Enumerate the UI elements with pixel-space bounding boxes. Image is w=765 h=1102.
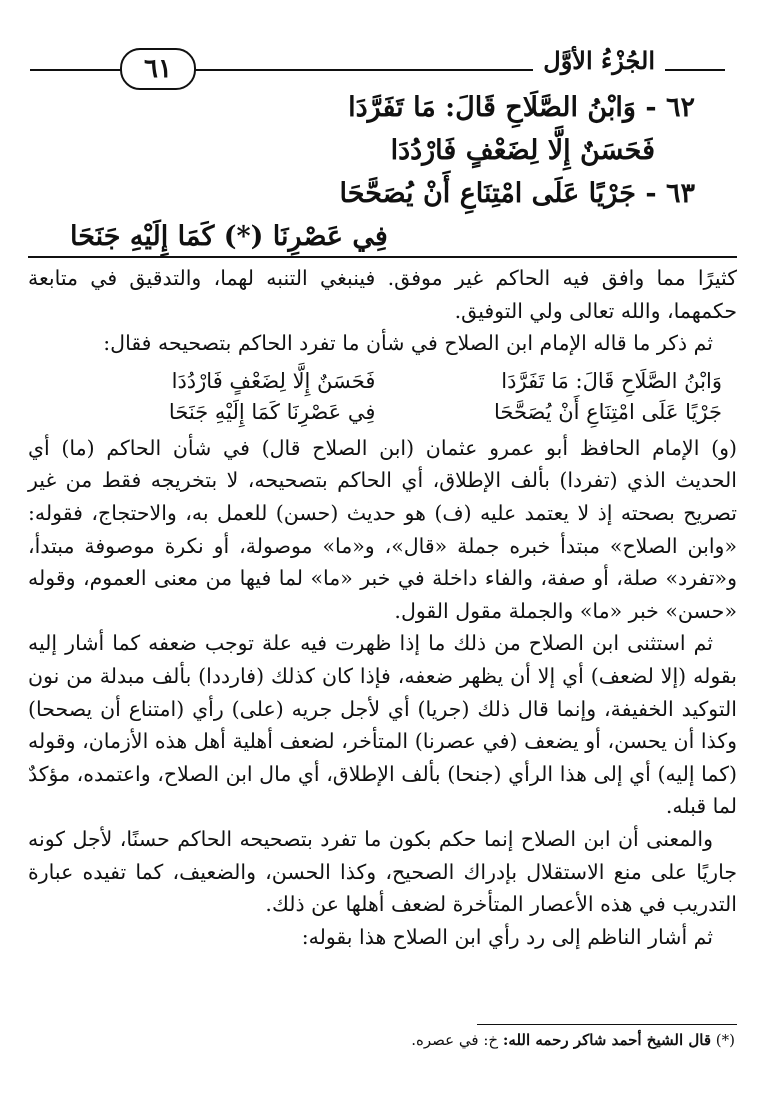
verse-62-second-half: فَحَسَنٌ إِلَّا لِضَعْفٍ فَارْدُدَا <box>390 135 655 166</box>
commentary-paragraph: ثم ذكر ما قاله الإمام ابن الصلاح في شأن ما تفرد الحاكم بتصحيحه فقال: <box>103 331 713 356</box>
footnote-marker: (*) <box>715 1031 735 1049</box>
quoted-verse-row <box>28 397 737 428</box>
quoted-verses <box>28 366 737 428</box>
footnote-attribution: قال الشيخ أحمد شاكر رحمه الله: <box>502 1031 711 1049</box>
page-number: ٦١ <box>120 48 196 90</box>
verse-number: ٦٣ <box>665 178 695 209</box>
commentary-paragraph: والمعنى أن ابن الصلاح إنما حكم بكون ما تفرد بتصحيحه الحاكم حسنًا، لأجل كونه جاريًا على منع الاستقلال بإدراك الصحيح، وكذا الحسن، والضعيف، كما تفيده عبارة التدريب في هذه الأعصار المتأخرة لضعف أهلها عن ذلك. <box>28 826 737 917</box>
quoted-verse-row <box>28 366 737 397</box>
quoted-verse-first-half: وَابْنُ الصَّلَاحِ قَالَ: مَا تَفَرَّدَا <box>501 368 722 393</box>
commentary-paragraph: ثم أشار الناظم إلى رد رأي ابن الصلاح هذا بقوله: <box>301 924 713 949</box>
section-divider <box>28 256 737 258</box>
footnote <box>30 1028 735 1052</box>
footnote-rule <box>477 1024 737 1025</box>
quoted-verse-second-half: فَحَسَنٌ إِلَّا لِضَعْفٍ فَارْدُدَا <box>171 368 376 393</box>
verse-63-second-half: فِي عَصْرِنَا (*) كَمَا إِلَيْهِ جَنَحَا <box>70 221 388 252</box>
poem-verses <box>70 86 695 258</box>
commentary-paragraph: (و) الإمام الحافظ أبو عمرو عثمان (ابن الصلاح قال) في شأن الحاكم (ما) أي الحديث الذي (تفردا) بألف الإطلاق، أي الحاكم بتصحيحه، لا بتخريجه فقط من غير تصريح بصحته إذ لا يعتمد عليه (ف) هو حديث (حسن) للعمل به، والاحتجاج، فقوله: «وابن الصلاح» مبتدأ خبره جملة «قال»، و«ما» موصولة، أو نكرة موصوفة مبتدأ، و«تفرد» صلة، أو صفة، والفاء داخلة في خبر «ما» لما فيها من معنى العموم، وقوله «حسن» خبر «ما» والجملة مقول القول. <box>28 435 737 623</box>
verse-text: وَابْنُ الصَّلَاحِ قَالَ: مَا تَفَرَّدَا <box>348 92 636 123</box>
verse-number: ٦٢ <box>665 92 695 123</box>
quoted-verse-first-half: جَرْيًا عَلَى امْتِنَاعِ أَنْ يُصَحَّحَا <box>493 399 722 424</box>
page-header <box>30 42 725 82</box>
verse-text: جَرْيًا عَلَى امْتِنَاعِ أَنْ يُصَحَّحَا <box>339 178 636 209</box>
verse-62-first-half: ٦٢ - وَابْنُ الصَّلَاحِ قَالَ: مَا تَفَرَّدَا <box>348 92 695 123</box>
commentary-paragraph: كثيرًا مما وافق فيه الحاكم غير موفق. فينبغي التنبه لهما، والتدقيق في متابعة حكمهما، والله تعالى ولي التوفيق. <box>28 266 737 323</box>
quoted-verse-second-half: فِي عَصْرِنَا كَمَا إِلَيْهِ جَنَحَا <box>168 399 376 424</box>
footnote-text: خ: في عصره. <box>411 1031 499 1049</box>
commentary-paragraph: ثم استثنى ابن الصلاح من ذلك ما إذا ظهرت فيه علة توجب ضعفه كما أشار إليه بقوله (إلا لضعف) أي إلا أن يظهر ضعفه، فإذا كان كذلك (فارددا) بألف مبدلة من نون التوكيد الخفيفة، وإنما قال ذلك (جريا) أي لأجل جريه (على) رأي (امتناع أن يصححا) وكذا أن يحسن، أو يضعف (في عصرنا) المتأخر، لضعف أهلية أهل هذه الأزمان، وقوله (كما إليه) أي إلى هذا الرأي (جنحا) بألف الإطلاق، أي مال ابن الصلاح، واعتمده، مؤكدٌ لما قبله. <box>28 631 737 819</box>
part-title: الجُزْءُ الأوَّل <box>533 44 665 78</box>
verse-63-first-half: ٦٣ - جَرْيًا عَلَى امْتِنَاعِ أَنْ يُصَحَّحَا <box>339 178 695 209</box>
commentary <box>28 262 737 953</box>
